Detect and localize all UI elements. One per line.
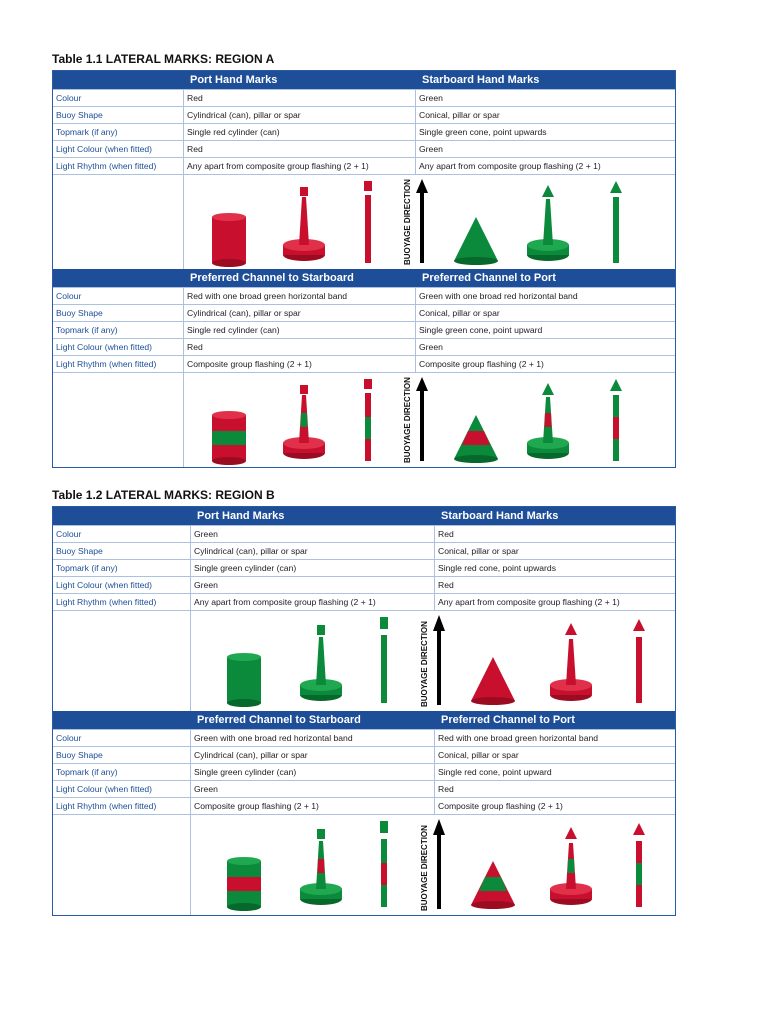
green-red-banded-can-buoy-icon — [227, 857, 261, 911]
green-spar-buoy-icon — [380, 617, 388, 703]
buoyage-direction-label: BUOYAGE DIRECTION — [403, 179, 412, 265]
table-cell: Green with one broad red horizontal band — [191, 730, 435, 746]
table-cell: Red — [184, 141, 416, 157]
table-title: Table 1.2 LATERAL MARKS: REGION B — [52, 488, 275, 502]
column-header: Preferred Channel to Starboard — [197, 714, 361, 726]
column-header: Preferred Channel to Port — [422, 272, 556, 284]
table-row — [53, 106, 675, 123]
column-header: Preferred Channel to Starboard — [190, 272, 354, 284]
table-cell: Cylindrical (can), pillar or spar — [184, 107, 416, 123]
red-green-banded-spar-buoy-icon — [633, 823, 645, 907]
table-cell: Single green cylinder (can) — [191, 560, 435, 576]
table-cell: Single green cone, point upwards — [419, 127, 547, 137]
table-row — [53, 304, 675, 321]
green-red-banded-cone-buoy-icon — [454, 415, 498, 463]
red-pillar-buoy-icon — [283, 187, 325, 261]
table-cell: Red — [184, 339, 416, 355]
table-cell: Green — [191, 577, 435, 593]
table-row — [53, 123, 675, 140]
table-cell: Green — [419, 93, 443, 103]
table-cell: Red — [184, 90, 416, 106]
red-green-banded-spar-buoy-icon — [364, 379, 372, 461]
buoyage-direction-label: BUOYAGE DIRECTION — [420, 621, 429, 707]
row-label: Topmark (if any) — [53, 124, 184, 140]
red-green-banded-pillar-buoy-icon — [283, 385, 325, 459]
table-row — [53, 355, 675, 372]
buoy-illustration — [191, 815, 675, 915]
buoyage-direction-arrow-icon — [433, 615, 445, 705]
table-row — [53, 593, 675, 610]
column-header: Port Hand Marks — [190, 74, 278, 86]
green-red-banded-spar-buoy-icon — [380, 821, 388, 907]
buoyage-direction-arrow-icon — [433, 819, 445, 909]
table-row — [53, 780, 675, 797]
table-row — [53, 576, 675, 593]
buoyage-direction-arrow-icon — [416, 179, 428, 263]
table-cell: Single red cone, point upwards — [438, 563, 557, 573]
section-header — [53, 711, 675, 729]
row-label: Buoy Shape — [53, 107, 184, 123]
buoy-illustration-row — [53, 372, 675, 467]
table-row — [53, 729, 675, 746]
row-label: Topmark (if any) — [53, 322, 184, 338]
table-row — [53, 542, 675, 559]
table-region-b — [52, 486, 676, 916]
red-pillar-buoy-icon — [550, 623, 592, 701]
table-cell: Red — [438, 580, 454, 590]
table-cell: Any apart from composite group flashing (2 + 1) — [438, 597, 620, 607]
row-label: Light Colour (when fitted) — [53, 339, 184, 355]
table-row — [53, 338, 675, 355]
row-label: Light Rhythm (when fitted) — [53, 594, 191, 610]
green-pillar-buoy-icon — [527, 185, 569, 261]
green-cone-buoy-icon — [454, 217, 498, 265]
table-cell: Single red cylinder (can) — [184, 322, 416, 338]
table-cell: Green — [191, 781, 435, 797]
table-cell: Red with one broad green horizontal band — [438, 733, 599, 743]
row-label: Light Colour (when fitted) — [53, 141, 184, 157]
section-header — [53, 71, 675, 89]
green-red-banded-pillar-buoy-icon — [300, 829, 342, 905]
buoy-illustration-row — [53, 174, 675, 269]
row-label: Light Colour (when fitted) — [53, 577, 191, 593]
table-cell: Red — [438, 529, 454, 539]
table-cell: Cylindrical (can), pillar or spar — [191, 747, 435, 763]
table-cell: Green — [419, 342, 443, 352]
green-spar-buoy-icon — [610, 181, 622, 263]
table-row — [53, 559, 675, 576]
red-spar-buoy-icon — [633, 619, 645, 703]
table-row — [53, 746, 675, 763]
table-cell: Cylindrical (can), pillar or spar — [191, 543, 435, 559]
table-cell: Green with one broad red horizontal band — [419, 291, 578, 301]
red-can-buoy-icon — [212, 213, 246, 267]
row-label: Light Rhythm (when fitted) — [53, 798, 191, 814]
row-label: Colour — [53, 526, 191, 542]
buoy-illustration — [184, 175, 675, 269]
table-cell: Conical, pillar or spar — [438, 750, 519, 760]
row-label: Colour — [53, 288, 184, 304]
table-cell: Composite group flashing (2 + 1) — [419, 359, 544, 369]
row-label: Colour — [53, 730, 191, 746]
row-label: Colour — [53, 90, 184, 106]
table-cell: Single red cone, point upward — [438, 767, 552, 777]
table-cell: Single green cone, point upward — [419, 325, 543, 335]
green-pillar-buoy-icon — [300, 625, 342, 701]
table-cell: Conical, pillar or spar — [438, 546, 519, 556]
table-cell: Single red cylinder (can) — [184, 124, 416, 140]
row-label: Buoy Shape — [53, 747, 191, 763]
row-label: Topmark (if any) — [53, 764, 191, 780]
section-header — [53, 269, 675, 287]
row-label: Light Rhythm (when fitted) — [53, 158, 184, 174]
table-cell: Conical, pillar or spar — [419, 110, 500, 120]
table-cell: Composite group flashing (2 + 1) — [438, 801, 563, 811]
column-header: Starboard Hand Marks — [422, 74, 540, 86]
buoyage-direction-arrow-icon — [416, 377, 428, 461]
table-row — [53, 287, 675, 304]
table-cell: Composite group flashing (2 + 1) — [191, 798, 435, 814]
table-cell: Green — [419, 144, 443, 154]
row-label: Topmark (if any) — [53, 560, 191, 576]
buoy-illustration — [191, 611, 675, 711]
table-cell: Conical, pillar or spar — [419, 308, 500, 318]
table-cell: Composite group flashing (2 + 1) — [184, 356, 416, 372]
column-header: Preferred Channel to Port — [441, 714, 575, 726]
section-header — [53, 507, 675, 525]
green-red-banded-spar-buoy-icon — [610, 379, 622, 461]
table-cell: Green — [191, 526, 435, 542]
table-cell: Any apart from composite group flashing (2 + 1) — [419, 161, 601, 171]
row-label: Light Rhythm (when fitted) — [53, 356, 184, 372]
row-label: Buoy Shape — [53, 305, 184, 321]
row-label: Buoy Shape — [53, 543, 191, 559]
table-row — [53, 321, 675, 338]
column-header: Starboard Hand Marks — [441, 510, 559, 522]
table-cell: Any apart from composite group flashing (2 + 1) — [184, 158, 416, 174]
green-red-banded-pillar-buoy-icon — [527, 383, 569, 459]
green-can-buoy-icon — [227, 653, 261, 707]
table-row — [53, 525, 675, 542]
red-green-banded-can-buoy-icon — [212, 411, 246, 465]
column-header: Port Hand Marks — [197, 510, 285, 522]
buoy-illustration-row — [53, 610, 675, 711]
table-region-a — [52, 50, 676, 468]
buoyage-direction-label: BUOYAGE DIRECTION — [403, 377, 412, 463]
buoy-illustration — [184, 373, 675, 467]
table-cell: Cylindrical (can), pillar or spar — [184, 305, 416, 321]
table-row — [53, 89, 675, 106]
buoy-illustration-row — [53, 814, 675, 915]
table-row — [53, 157, 675, 174]
row-label: Light Colour (when fitted) — [53, 781, 191, 797]
table-title: Table 1.1 LATERAL MARKS: REGION A — [52, 52, 275, 66]
table-cell: Any apart from composite group flashing (2 + 1) — [191, 594, 435, 610]
table-cell: Red with one broad green horizontal band — [184, 288, 416, 304]
red-cone-buoy-icon — [471, 657, 515, 705]
table-row — [53, 140, 675, 157]
red-spar-buoy-icon — [364, 181, 372, 263]
table-cell: Single green cylinder (can) — [191, 764, 435, 780]
table-cell: Red — [438, 784, 454, 794]
red-green-banded-cone-buoy-icon — [471, 861, 515, 909]
table-row — [53, 797, 675, 814]
table-row — [53, 763, 675, 780]
buoyage-direction-label: BUOYAGE DIRECTION — [420, 825, 429, 911]
red-green-banded-pillar-buoy-icon — [550, 827, 592, 905]
